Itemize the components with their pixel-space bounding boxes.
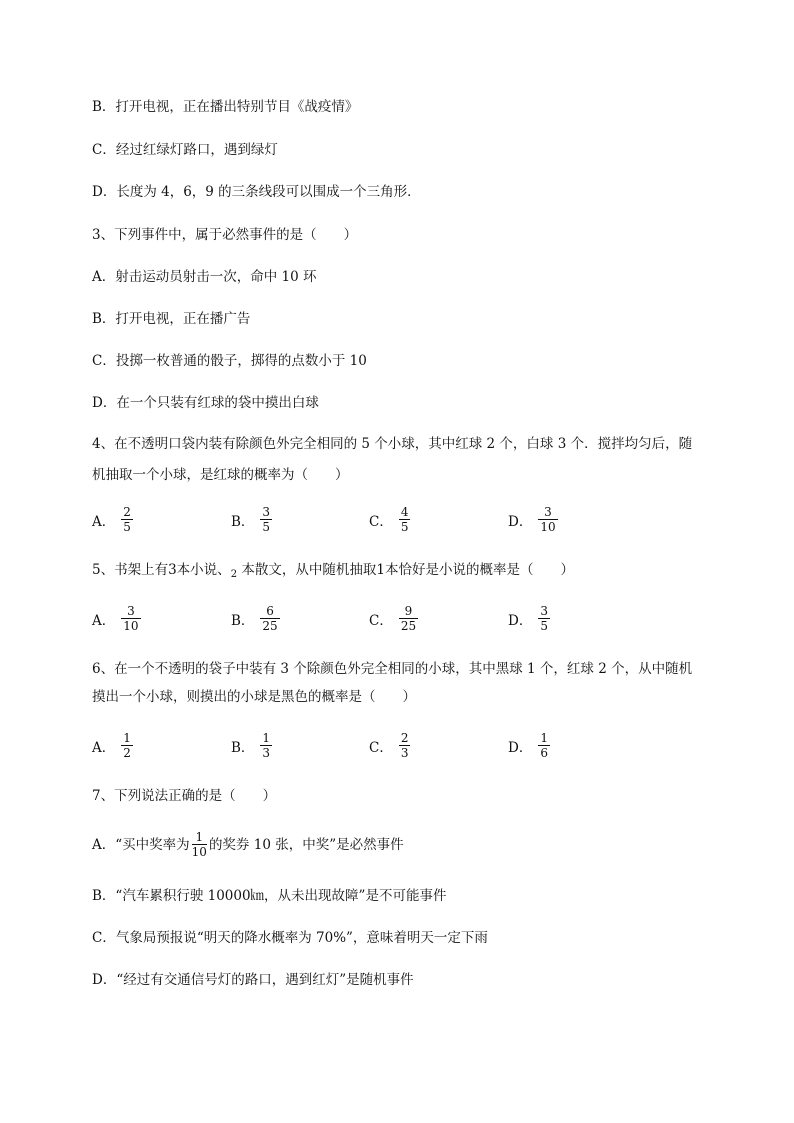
q4-option-c [369,505,410,534]
q6-option-c [369,731,410,760]
question-3: 3、下列事件中，属于必然事件的是（ ） [92,227,358,243]
q5-option-c [369,604,418,633]
option-label: D． [508,513,533,530]
q5-text-pre: 5、书架上有3本小说、 [92,562,231,578]
q4-option-a [92,505,133,534]
question-5 [92,560,574,582]
q5-option-a [92,604,141,633]
q7-option-b: B．“汽车累积行驶 10000㎞，从未出现故障”是不可能事件 [92,888,447,904]
fraction [192,830,207,859]
fraction-numerator: 6 [266,604,274,618]
fraction-numerator: 3 [540,604,548,618]
option-label: C． [369,513,393,530]
fraction-numerator: 1 [262,731,271,745]
fraction [260,505,272,534]
fraction [538,505,557,534]
fraction [399,604,418,633]
q5-number-2: 2 [230,569,238,580]
fraction [538,604,550,633]
option-label: B． [231,739,255,756]
question-4-line-2: 机抽取一个小球，是红球的概率为（ ） [92,467,349,483]
fraction-denominator: 5 [123,520,131,534]
fraction-denominator: 3 [262,746,271,760]
fraction-denominator: 10 [540,520,556,534]
q2-option-b: B．打开电视，正在播出特别节目《战疫情》 [92,99,359,115]
q6-option-b [231,731,272,760]
fraction-numerator: 1 [195,830,204,844]
option-label: C． [369,612,393,629]
question-6-line-1: 6、在一个不透明的袋子中装有 3 个除颜色外完全相同的小球，其中黑球 1 个，红球 2 个，从中随机 [92,661,693,677]
fraction-denominator: 25 [400,619,417,633]
fraction-numerator: 1 [123,731,131,745]
question-4-line-1: 4、在不透明口袋内装有除颜色外完全相同的 5 个小球，其中红球 2 个，白球 3 个．搅拌均匀后，随 [92,436,693,452]
q3-option-c: C．投掷一枚普通的骰子，掷得的点数小于 10 [92,353,367,369]
fraction-denominator: 2 [123,746,131,760]
q7-option-d: D．“经过有交通信号灯的路口，遇到红灯”是随机事件 [92,972,414,988]
q7-option-a [92,830,404,859]
question-7: 7、下列说法正确的是（ ） [92,788,277,804]
fraction-denominator: 3 [400,746,409,760]
fraction [121,505,133,534]
option-label: B． [231,513,255,530]
fraction [399,505,411,534]
fraction-denominator: 5 [262,520,271,534]
fraction-numerator: 4 [400,505,409,519]
option-label: D． [508,612,533,629]
fraction [121,731,133,760]
fraction-numerator: 3 [127,604,135,618]
option-label: D． [508,739,533,756]
option-label: A． [92,739,116,756]
q3-option-d: D．在一个只装有红球的袋中摸出白球 [92,395,319,411]
fraction-denominator: 6 [540,746,548,760]
fraction-denominator: 10 [123,619,139,633]
q4-option-b [231,505,272,534]
fraction [399,731,411,760]
fraction-numerator: 3 [544,505,552,519]
fraction-numerator: 2 [123,505,131,519]
q5-option-d [508,604,550,633]
q7a-text-post: 的奖券 10 张，中奖”是必然事件 [208,836,404,853]
option-label: A． [92,612,116,629]
fraction-denominator: 10 [191,845,207,859]
option-label: B． [231,612,255,629]
fraction-denominator: 25 [262,619,278,633]
fraction [260,731,272,760]
fraction [260,604,279,633]
fraction-numerator: 9 [404,604,413,618]
q3-option-b: B．打开电视，正在播广告 [92,311,251,327]
q6-option-d [508,731,550,760]
option-label: A． [92,513,116,530]
fraction [121,604,140,633]
fraction-numerator: 2 [400,731,409,745]
q7a-text-pre: A．“买中奖率为 [92,836,190,853]
fraction-denominator: 5 [540,619,548,633]
q3-option-a: A．射击运动员射击一次，命中 10 环 [92,269,317,285]
option-label: C． [369,739,393,756]
q7-option-c: C．气象局预报说“明天的降水概率为 70%”，意味着明天一定下雨 [92,930,488,946]
question-6-line-2: 摸出一个小球，则摸出的小球是黑色的概率是（ ） [92,689,416,705]
fraction-numerator: 3 [262,505,271,519]
fraction-numerator: 1 [540,731,548,745]
q4-option-d [508,505,558,534]
q2-option-d: D．长度为 4，6，9 的三条线段可以围成一个三角形． [92,184,421,200]
fraction [538,731,550,760]
fraction-denominator: 5 [400,520,409,534]
q6-option-a [92,731,133,760]
q5-option-b [231,604,280,633]
q5-text-post: 本散文，从中随机抽取1本恰好是小说的概率是（ ） [237,562,574,578]
q2-option-c: C．经过红绿灯路口，遇到绿灯 [92,142,278,158]
